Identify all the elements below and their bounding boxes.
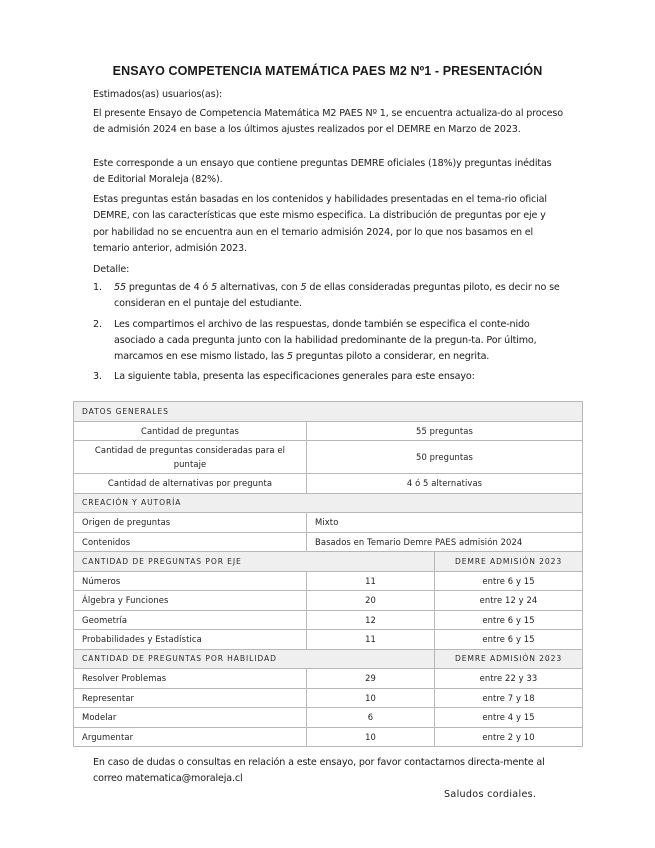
detail-label: Detalle: [93,264,130,275]
row-range: entre 22 y 33 [435,669,583,689]
row-count: 29 [307,669,435,689]
section-title: CANTIDAD DE PREGUNTAS POR HABILIDAD [74,649,435,669]
table-row [74,688,583,708]
row-range: entre 12 y 24 [435,591,583,611]
source-paragraph: Este corresponde a un ensayo que contiene preguntas DEMRE oficiales (18%)y preguntas inéditas de Editorial Moraleja (82%). [93,158,552,186]
table-row [74,727,583,747]
row-count: 11 [307,571,435,591]
greeting: Estimados(as) usuarios(as): [93,89,223,100]
row-value: Basados en Temario Demre PAES admisión 2024 [307,532,583,552]
table-row [74,610,583,630]
row-range: entre 6 y 15 [435,630,583,650]
list-number: 2. [93,318,102,330]
list-item [93,369,563,385]
list-number: 3. [93,371,102,383]
list-text: preguntas piloto a considerar, en negrita. [292,351,490,363]
row-label: Argumentar [74,727,307,747]
row-label: Resolver Problemas [74,669,307,689]
section-title: CANTIDAD DE PREGUNTAS POR EJE [74,552,435,572]
list-text: preguntas de 4 ó [125,282,212,293]
table-row [74,474,583,494]
table-row [74,571,583,591]
row-range: entre 6 y 15 [435,571,583,591]
list-text: alternativas, con [217,282,301,293]
list-text: 5 [286,351,293,363]
list-text: Les compartimos el archivo de las respuestas, donde también se especifica el conte-nido asociado a cada pregunta junto con la habilidad predominante de la pregun-ta. Por último, marcamos en ese mismo listado, las [114,318,537,363]
reference-header: DEMRE ADMISIÓN 2023 [435,649,583,669]
section-title: DATOS GENERALES [74,402,583,422]
row-range: entre 7 y 18 [435,688,583,708]
row-label: Modelar [74,708,307,728]
list-text: 5 [300,282,307,293]
row-label: Álgebra y Funciones [74,591,307,611]
row-range: entre 4 y 15 [435,708,583,728]
row-value: 55 preguntas [307,421,583,441]
row-value: 4 ó 5 alternativas [307,474,583,494]
detail-list [93,280,563,390]
list-item [93,317,563,366]
basis-paragraph: Estas preguntas están basadas en los contenidos y habilidades presentadas en el tema-rio oficial DEMRE, con las características que este mismo especifica. La distribución de preguntas por eje y por habilidad no se encuentra aun en el temario admisión 2024, por lo que nos basamos en el temario anterior, admisión 2023. [93,194,547,254]
signature: Saludos cordiales. [444,789,537,800]
row-range: entre 2 y 10 [435,727,583,747]
section-header-creacion-autoria [74,493,583,513]
row-label: Cantidad de preguntas [74,421,307,441]
closing-paragraph: En caso de dudas o consultas en relación a este ensayo, por favor contactarnos directa-mente al correo matematica@moraleja.cl [93,757,545,785]
table-row [74,630,583,650]
row-label: Representar [74,688,307,708]
table-row [74,532,583,552]
row-count: 6 [307,708,435,728]
list-number: 1. [93,282,102,293]
section-header-por-habilidad [74,649,583,669]
row-label: Contenidos [74,532,307,552]
row-count: 11 [307,630,435,650]
row-value: Mixto [307,513,583,533]
table-row [74,708,583,728]
table-row [74,421,583,441]
row-value: 50 preguntas [307,441,583,474]
table-row [74,591,583,611]
section-header-por-eje [74,552,583,572]
reference-header: DEMRE ADMISIÓN 2023 [435,552,583,572]
list-text: 5 [211,282,218,293]
row-range: entre 6 y 15 [435,610,583,630]
list-text: La siguiente tabla, presenta las especificaciones generales para este ensayo: [114,371,475,383]
row-count: 20 [307,591,435,611]
row-label: Probabilidades y Estadística [74,630,307,650]
section-title: CREACIÓN Y AUTORÍA [74,493,583,513]
row-count: 10 [307,688,435,708]
list-item [93,280,563,313]
list-text: de ellas consideradas preguntas piloto, es decir no se consideran en el puntaje del estudiante. [114,282,560,310]
section-header-datos-generales [74,402,583,422]
specifications-table [73,401,583,747]
row-count: 10 [307,727,435,747]
list-text: 55 [114,282,126,293]
table-row [74,441,583,474]
table-row [74,669,583,689]
row-label: Origen de preguntas [74,513,307,533]
row-label: Cantidad de preguntas consideradas para el puntaje [74,441,307,474]
intro-paragraph: El presente Ensayo de Competencia Matemática M2 PAES Nº 1, se encuentra actualiza-do al proceso de admisión 2024 en base a los últimos ajustes realizados por el DEMRE en Marzo de 2023. [93,108,563,136]
row-label: Cantidad de alternativas por pregunta [74,474,307,494]
row-label: Números [74,571,307,591]
row-label: Geometría [74,610,307,630]
page-title: ENSAYO COMPETENCIA MATEMÁTICA PAES M2 Nº1 - PRESENTACIÓN [112,64,543,78]
table-row [74,513,583,533]
row-count: 12 [307,610,435,630]
